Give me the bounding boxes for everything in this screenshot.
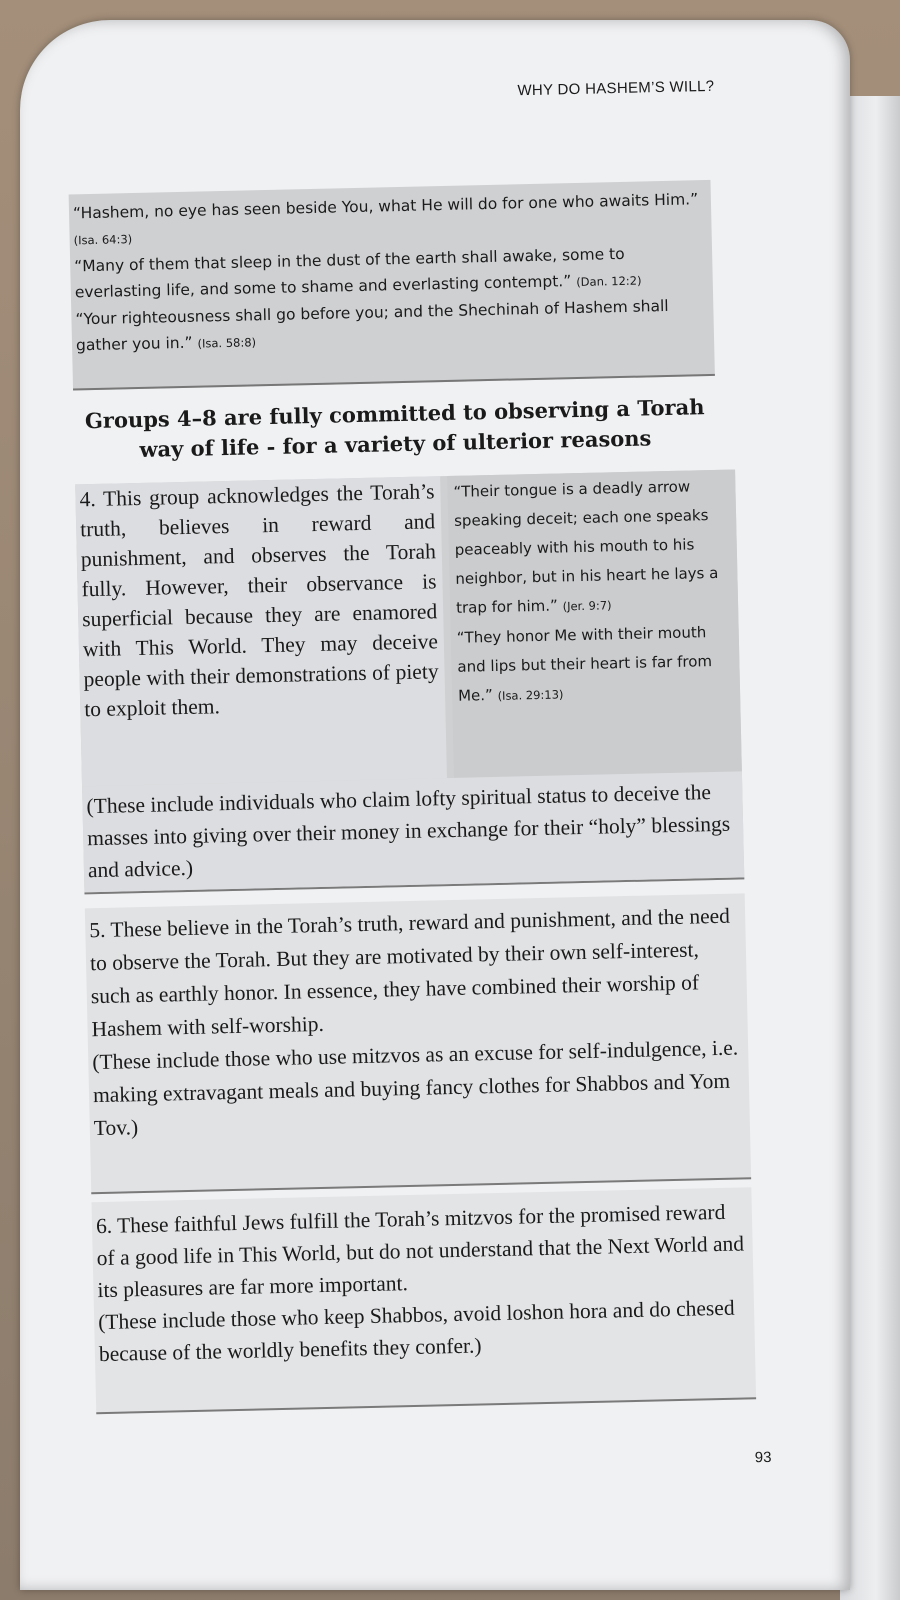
quote-ref: (Isa. 58:8) [197,335,257,351]
quote-text: “Their tongue is a deadly arrow speaking deceit; each one speaks peaceably with his mouth to his neighbor, but in his heart he lays a trap for him.” [453,477,719,617]
quote-ref: (Jer. 9:7) [562,598,612,614]
group-4-note: (These include individuals who claim lofty spiritual status to deceive the masses into giving over their money in exchange for their “holy” blessings and advice.) [82,771,744,892]
group-6-text: 6. These faithful Jews fulfill the Torah’s mitzvos for the promised reward of a good life in This World, but do not understand that the Next World and its pleasures are far more important. [95,1199,745,1303]
group-5-text: 5. These believe in the Torah’s truth, reward and punishment, and the need to observe the Torah. But they are motivated by their own self-interest, such as earthly honor. In essence, they have combined their worship of Hashem with self-worship. [89,903,731,1042]
group-6-block [91,1187,756,1414]
quote-ref: (Isa. 29:13) [497,687,564,703]
group-4-quotes [447,469,742,777]
quote-item [453,472,732,624]
group-6-note: (These include those who keep Shabbos, avoid loshon hora and do chesed because of the worldly benefits they confer.) [97,1295,735,1367]
quote-ref: (Isa. 64:3) [73,232,133,248]
group-4-text: 4. This group acknowledges the Torah’s truth, believes in reward and punishment, and observes the Torah fully. However, their observance is superficial because they are enamored with This World. They may deceive people with their demonstrations of piety to exploit them. [75,476,447,786]
quote-text: “Many of them that sleep in the dust of the earth shall awake, some to everlasting life, and some to shame and everlasting contempt.” [74,244,625,302]
quote-item [456,618,734,712]
section-heading: Groups 4–8 are fully committed to observing a Torah way of life - for a variety of ulterior reasons [84,394,705,462]
quote-text: “Your righteousness shall go before you; and the Shechinah of Hashem shall gather you in.” [75,296,669,355]
quote-ref: (Dan. 12:2) [576,273,642,290]
page-number: 93 [754,1448,772,1467]
group-5-note: (These include those who use mitzvos as an excuse for self-indulgence, i.e. making extravagant meals and buying fancy clothes for Shabbos and Yom Tov.) [92,1035,739,1141]
quote-text: “They honor Me with their mouth and lips but their heart is far from Me.” [456,623,713,705]
running-head: WHY DO HASHEM’S WILL? [517,77,715,100]
group-4-block [75,469,744,894]
quote-text: “Hashem, no eye has seen beside You, what He will do for one who awaits Him.” [72,190,699,223]
top-quotes-box [69,180,715,391]
group-5-block [85,893,751,1194]
